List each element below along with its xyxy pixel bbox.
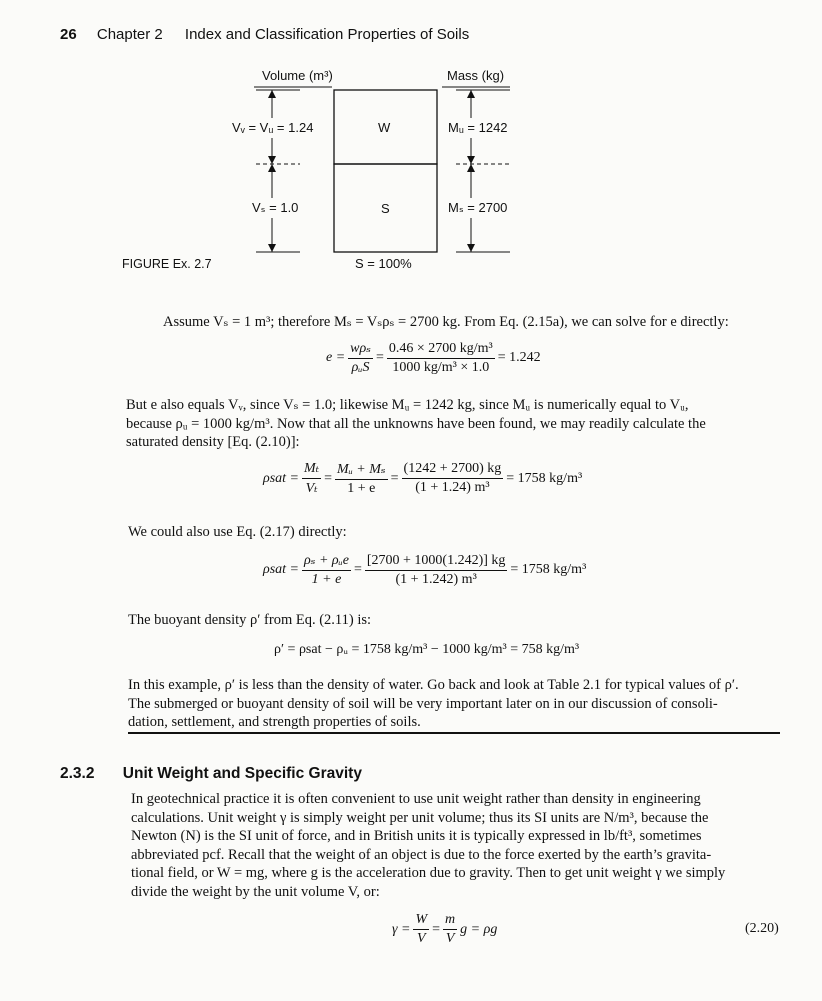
water-label: W — [378, 120, 391, 135]
text-line: In geotechnical practice it is often convenient to use unit weight rather than density in engineering — [131, 791, 701, 807]
void-volume-label: Vᵥ = Vᵤ = 1.24 — [232, 120, 314, 135]
mass-header: Mass (kg) — [447, 68, 505, 83]
saturation-label: S = 100% — [355, 256, 412, 271]
arrow-down-icon — [268, 244, 276, 252]
arrow-up-icon — [467, 164, 475, 172]
fraction-numerator: ρₛ + ρᵤe — [302, 552, 351, 571]
eq-lhs: ρsat = — [263, 470, 300, 486]
phase-diagram-svg — [0, 60, 822, 275]
could-also-line: We could also use Eq. (2.17) directly: — [128, 524, 347, 540]
fraction — [413, 912, 429, 947]
arrow-down-icon — [467, 156, 475, 164]
fraction-numerator: m — [443, 912, 457, 930]
fraction-numerator: Mᵤ + Mₛ — [335, 461, 388, 480]
equation-void-ratio — [326, 340, 541, 376]
section-heading — [60, 765, 362, 783]
text-line: divide the weight by the unit volume V, or: — [131, 883, 380, 900]
equation-saturated-density-2 — [263, 552, 586, 588]
text-line: saturated density [Eq. (2.10)]: — [126, 434, 300, 450]
fraction-denominator: V — [417, 931, 426, 946]
fraction-denominator: (1 + 1.24) m³ — [415, 480, 490, 495]
solid-label: S — [381, 201, 390, 216]
equation-number: (2.20) — [745, 921, 779, 936]
eq-result: = 1758 kg/m³ — [506, 470, 583, 486]
arrow-up-icon — [268, 164, 276, 172]
solid-mass-label: Mₛ = 2700 — [448, 200, 508, 215]
text-line: abbreviated pcf. Recall that the weight of an object is due to the force exerted by the earth’s gravita- — [131, 846, 712, 863]
fraction — [302, 460, 321, 497]
text-line: tional field, or W = mg, where g is the acceleration due to gravity. Then to get unit weight γ we simply — [131, 865, 726, 881]
arrow-down-icon — [268, 156, 276, 164]
buoyant-intro-line: The buoyant density ρ′ from Eq. (2.11) is: — [128, 612, 372, 628]
page-number: 26 — [60, 26, 77, 43]
chapter-title: Index and Classification Properties of Soils — [184, 26, 470, 43]
fraction-denominator: 1 + e — [311, 572, 342, 587]
chapter-label: Chapter 2 — [96, 26, 163, 43]
paragraph-buoyant-note — [128, 676, 778, 732]
fraction-numerator: Mₜ — [302, 460, 321, 479]
equals-sign: = — [390, 470, 399, 486]
fraction — [348, 340, 373, 376]
section-number: 2.3.2 — [60, 765, 95, 782]
fraction-denominator: (1 + 1.242) m³ — [395, 571, 477, 587]
equation-buoyant-density: ρ′ = ρsat − ρᵤ = 1758 kg/m³ − 1000 kg/m³ = 758 kg/m³ — [274, 642, 580, 657]
fraction — [335, 461, 388, 497]
fraction-numerator: (1242 + 2700) kg — [402, 461, 504, 479]
eq-result: g = ρg — [460, 921, 498, 937]
eq-result: = 1758 kg/m³ — [510, 562, 587, 577]
text-line: dation, settlement, and strength properties of soils. — [128, 714, 421, 730]
eq-result: = 1.242 — [497, 350, 541, 365]
fraction-numerator: W — [413, 912, 429, 930]
equals-sign: = — [432, 921, 441, 937]
text-line: because ρᵤ = 1000 kg/m³. Now that all the unknowns have been found, we may readily calculate the — [126, 415, 706, 432]
water-mass-label: Mᵤ = 1242 — [448, 120, 508, 135]
fraction-denominator: 1 + e — [347, 480, 376, 496]
arrow-up-icon — [467, 90, 475, 98]
solid-volume-label: Vₛ = 1.0 — [252, 200, 299, 215]
text-line: Newton (N) is the SI unit of force, and in British units it is typically expressed in lb/ft³, sometimes — [131, 828, 702, 844]
phase-diagram-figure — [0, 60, 822, 275]
fraction — [365, 553, 508, 588]
equation-saturated-density-1 — [263, 460, 582, 497]
arrow-up-icon — [268, 90, 276, 98]
fraction — [387, 341, 495, 376]
text-line: But e also equals Vᵥ, since Vₛ = 1.0; likewise Mᵤ = 1242 kg, since Mᵤ is numerically equal to Vᵤ, — [126, 397, 689, 413]
fraction-numerator: 0.46 × 2700 kg/m³ — [387, 341, 495, 359]
fraction-numerator: [2700 + 1000(1.242)] kg — [365, 553, 508, 571]
fraction — [302, 552, 351, 588]
equals-sign: = — [324, 470, 333, 486]
paragraph-void-ratio — [126, 396, 778, 452]
eq-lhs: ρsat = — [263, 562, 300, 577]
figure-caption: FIGURE Ex. 2.7 — [122, 257, 212, 271]
fraction-denominator: ρᵤS — [351, 360, 370, 375]
equals-sign: = — [353, 562, 362, 577]
text-line: calculations. Unit weight γ is simply weight per unit volume; thus its SI units are N/m³, because the — [131, 809, 709, 826]
fraction-numerator: wρₛ — [348, 340, 373, 359]
arrow-down-icon — [467, 244, 475, 252]
example-end-rule — [128, 732, 780, 734]
eq-lhs: γ = — [392, 921, 411, 937]
equation-unit-weight — [392, 912, 497, 947]
section-title: Unit Weight and Specific Gravity — [122, 765, 362, 782]
assume-line: Assume Vₛ = 1 m³; therefore Mₛ = Vₛρₛ = 2700 kg. From Eq. (2.15a), we can solve for e directly: — [163, 314, 729, 330]
eq-lhs: e = — [326, 350, 346, 365]
fraction-denominator: V — [445, 931, 455, 946]
paragraph-unit-weight — [131, 790, 781, 901]
fraction — [402, 461, 504, 496]
fraction — [443, 912, 457, 947]
volume-header: Volume (m³) — [262, 68, 333, 83]
text-line: The submerged or buoyant density of soil will be very important later on in our discussion of consoli- — [128, 695, 718, 712]
fraction-denominator: 1000 kg/m³ × 1.0 — [392, 359, 490, 375]
equals-sign: = — [375, 350, 384, 365]
running-header — [60, 26, 469, 43]
fraction-denominator: Vₜ — [305, 481, 318, 496]
text-line: In this example, ρ′ is less than the density of water. Go back and look at Table 2.1 for typical values of ρ′. — [128, 677, 739, 693]
